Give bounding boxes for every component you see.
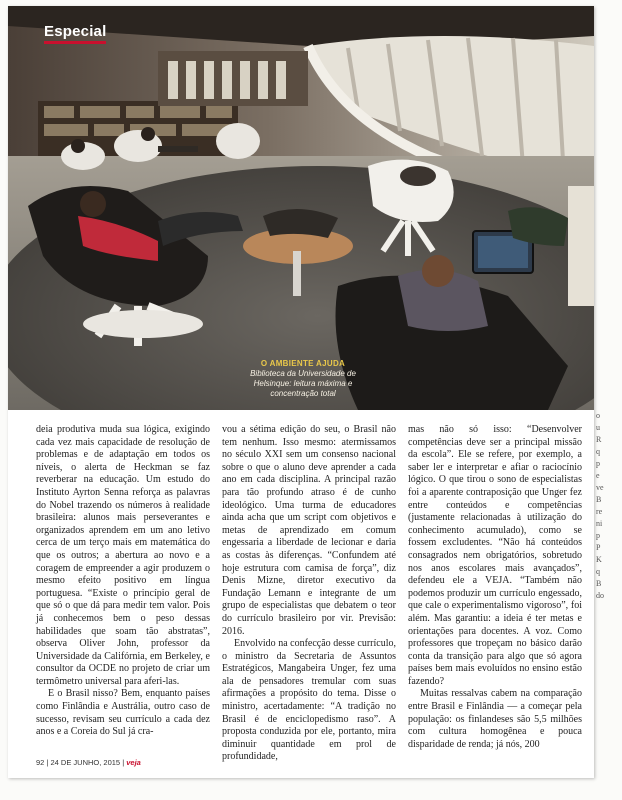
- paragraph: deia produtiva muda sua lógica, exigindo cada vez mais capacidade de resolução de problemas e de adaptação em todos os níveis, o alerta de Heckman se faz reverberar na educação. Um estudo do Instituto Ayrton Senna reforça as palavras do Nobel trazendo os números à realidade brasileira: alunos mais perseverantes e organizados aprendem em um ano letivo cerca de um terço mais em matemática do que os outros; a abertura ao novo e a coragem de empreender a agir produzem o mesmo efeito positivo em língua portuguesa. “Existe o princípio geral de que só o que dá para medir tem valor. Pois já conhecemos bem o peso dessas habilidades que soam tão abstratas”, observa Oliver John, professor da Universidade da Califórnia, em Berkeley, e consultor da OCDE no projeto de criar um termômetro universal para aferi-las.: [36, 424, 210, 687]
- text-column-3: [408, 424, 582, 751]
- text-column-2: [222, 424, 396, 764]
- edge-fragment: P: [596, 543, 601, 552]
- edge-fragment: q: [596, 447, 600, 456]
- edge-fragment: K: [596, 555, 602, 564]
- magazine-page: [8, 6, 594, 778]
- library-photo-illustration: [8, 6, 594, 410]
- edge-fragment: e: [596, 471, 600, 480]
- magazine-name: veja: [126, 758, 141, 767]
- caption-title: O AMBIENTE AJUDA: [260, 359, 346, 368]
- edge-fragment: ve: [596, 483, 604, 492]
- footer-separator: |: [46, 758, 51, 767]
- edge-fragment: B: [596, 579, 602, 588]
- edge-fragment: re: [596, 507, 603, 516]
- paragraph: Envolvido na confecção desse currículo, o ministro da Secretaria de Assuntos Estratégicos, Mangabeira Unger, fez uma ala de pensadores tremular com suas afirmações a propósito do tema. Disse o ministro, acertadamente: “A tradição no Brasil é de enciclopedismo raso”. A proposta conduzida por ele, portanto, mira diminuir quantidade em prol de profundidade,: [222, 638, 396, 763]
- library-photo: [8, 6, 594, 410]
- edge-fragment: p: [596, 459, 600, 468]
- text-column-1: [36, 424, 210, 739]
- paragraph: mas não só isso: “Desenvolver competências deve ser a principal missão da escola”. Ele se refere, por exemplo, a saber ler e interpretar e afiar o raciocínio lógico. O que tirou o sono de especialistas foi a aparente contraposição que Unger fez entre conteúdos e competências (justamente relacionadas à utilização do conhecimento acumulado), como se fossem excludentes. “Não há conteúdos consagrados nem obrigatórios, sobretudo nos anos escolares mais avançados”, defendeu ele a VEJA. “Também não podemos produzir um currículo engessado, que cale o experimentalismo vigoroso”, foi além. Mas garantiu: a ideia é ter metas e orientações para docentes. A voz. Como professores que tropeçam no básico darão conta da transição para algo que só agora países bem mais evoluídos no ensino estão fazendo?: [408, 424, 582, 687]
- page-footer: [36, 758, 141, 767]
- edge-fragment: B: [596, 495, 602, 504]
- issue-date: 24 DE JUNHO, 2015: [50, 758, 121, 767]
- paragraph: Muitas ressalvas cabem na comparação entre Brasil e Finlândia — a começar pela população: os finlandeses são 5,5 milhões com cultura homogênea e pouca disparidade de renda; já nós, 200: [408, 688, 582, 750]
- footer-separator: |: [122, 758, 127, 767]
- next-page-edge: [596, 410, 618, 780]
- edge-fragment: R: [596, 435, 602, 444]
- caption-body: Biblioteca da Universidade de Helsinque: leitura máxima e concentração total: [250, 369, 356, 398]
- paragraph: E o Brasil nisso? Bem, enquanto países como Finlândia e Austrália, outro caso de sucesso, revisam seu currículo a cada dez anos e a Coreia do Sul já cra-: [36, 688, 210, 738]
- edge-fragment: ni: [596, 519, 603, 528]
- edge-fragment: u: [596, 423, 600, 432]
- edge-fragment: q: [596, 567, 600, 576]
- section-label: Especial: [44, 24, 106, 44]
- photo-caption: [233, 358, 373, 399]
- edge-fragment: o: [596, 411, 600, 420]
- edge-fragment: p: [596, 531, 600, 540]
- paragraph: vou a sétima edição do seu, o Brasil não tem nenhum. Isso mesmo: atermissamos no século XXI sem um consenso nacional sobre o que o aluno deve aprender a cada ano em cada disciplina. A principal razão para tão profundo atraso é de cunho ideológico. Uma turma de educadores ainda acha que um script com objetivos e metas de aprendizado em comum engessaria a liberdade de lecionar e daria as costas às diferenças. “Confundem até hoje estrutura com camisa de força”, diz Denis Mizne, diretor executivo da Fundação Lemann e integrante de um grupo de especialistas que debatem o teor do currículo brasileiro por vir. Previsão: 2016.: [222, 424, 396, 637]
- edge-fragment: do: [596, 591, 604, 600]
- page-number: 92: [36, 758, 45, 767]
